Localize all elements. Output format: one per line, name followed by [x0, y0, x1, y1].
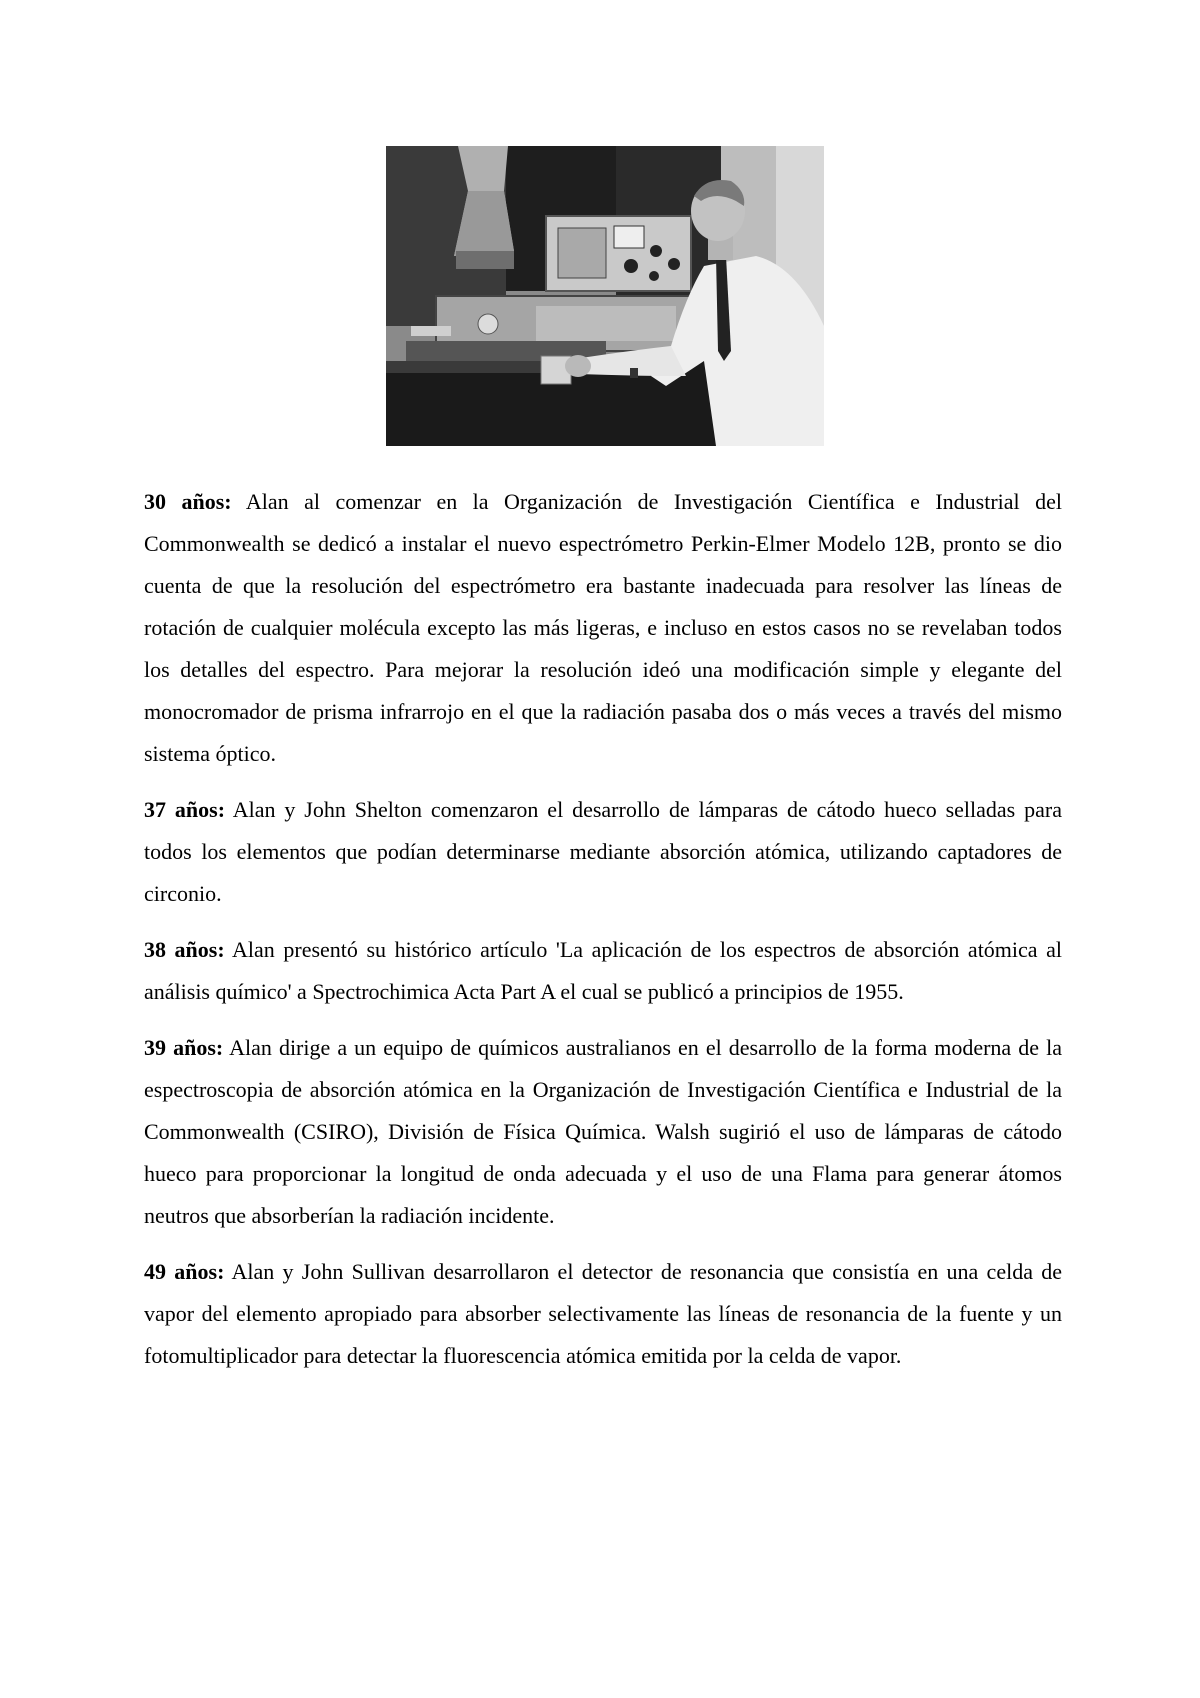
entry-text: Alan y John Shelton comenzaron el desarrollo de lámparas de cátodo hueco selladas para todos los elementos que podían determinarse mediante absorción atómica, utilizando captadores de circonio. [144, 797, 1062, 906]
age-label: 39 años: [144, 1035, 224, 1060]
age-label: 37 años: [144, 797, 226, 822]
document-body [144, 481, 1062, 1391]
timeline-entry-39 [144, 1027, 1062, 1237]
entry-text: Alan dirige a un equipo de químicos australianos en el desarrollo de la forma moderna de la espectroscopia de absorción atómica en la Organización de Investigación Científica e Industrial de la Commonwealth (CSIRO), División de Física Química. Walsh sugirió el uso de lámparas de cátodo hueco para proporcionar la longitud de onda adecuada y el uso de una Flama para generar átomos neutros que absorberían la radiación incidente. [144, 1035, 1063, 1228]
age-label: 30 años: [144, 489, 232, 514]
timeline-entry-49 [144, 1251, 1062, 1377]
timeline-entry-38 [144, 929, 1062, 1013]
entry-text: Alan al comenzar en la Organización de Investigación Científica e Industrial del Commonwealth se dedicó a instalar el nuevo espectrómetro Perkin-Elmer Modelo 12B, pronto se dio cuenta de que la resolución del espectrómetro era bastante inadecuada para resolver las líneas de rotación de cualquier molécula excepto las más ligeras, e incluso en estos casos no se revelaban todos los detalles del espectro. Para mejorar la resolución ideó una modificación simple y elegante del monocromador de prisma infrarrojo en el que la radiación pasaba dos o más veces a través del mismo sistema óptico. [144, 489, 1062, 766]
timeline-entry-30 [144, 481, 1062, 775]
age-label: 49 años: [144, 1259, 225, 1284]
entry-text: Alan y John Sullivan desarrollaron el detector de resonancia que consistía en una celda de vapor del elemento apropiado para absorber selectivamente las líneas de resonancia de la fuente y un fotomultiplicador para detectar la fluorescencia atómica emitida por la celda de vapor. [144, 1259, 1062, 1368]
entry-text: Alan presentó su histórico artículo 'La aplicación de los espectros de absorción atómica al análisis químico' a Spectrochimica Acta Part A el cual se publicó a principios de 1955. [144, 937, 1063, 1004]
scientist-spectrometer-photo [386, 146, 824, 446]
age-label: 38 años: [144, 937, 225, 962]
timeline-entry-37 [144, 789, 1062, 915]
